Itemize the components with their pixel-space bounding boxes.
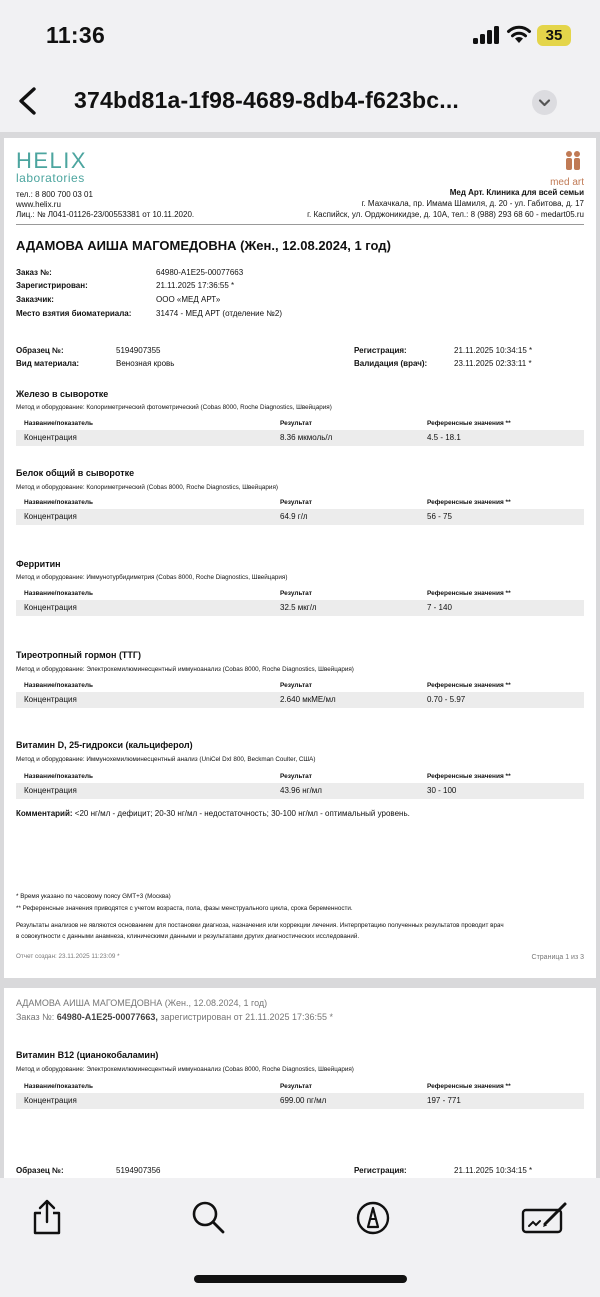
chevron-down-icon xyxy=(532,90,557,115)
test-method: Метод и оборудование: Электрохемилюминесцентный иммуноанализ (Cobas 8000, Roche Diagnostics, Швейцария) xyxy=(16,666,354,673)
customer-value: ООО «МЕД АРТ» xyxy=(156,295,221,304)
table-header: Название/показатель Результат Референсные значения ** xyxy=(24,773,511,780)
document-viewport[interactable] xyxy=(0,132,600,1178)
table-row: Концентрация 32.5 мкг/л 7 - 140 xyxy=(16,600,584,616)
test-method: Метод и оборудование: Колориметрический (Cobas 8000, Roche Diagnostics, Швейцария) xyxy=(16,484,278,491)
report-created: Отчет создан: 23.11.2025 11:23:09 * xyxy=(16,953,120,960)
family-logo-icon xyxy=(562,150,584,172)
table-row: Концентрация 43.96 нг/мл 30 - 100 xyxy=(16,783,584,799)
test-title: Белок общий в сыворотке xyxy=(16,468,135,478)
helix-logo: HELIX laboratories xyxy=(16,148,88,185)
registered-label: Зарегистрирован: xyxy=(16,281,88,290)
collection-site-value: 31474 - МЕД АРТ (отделение №2) xyxy=(156,309,282,318)
home-indicator xyxy=(194,1275,407,1283)
disclaimer-line-1: Результаты анализов не являются основанием для постановки диагноза, назначения или коррекции лечения. Интерпретацию полученных результатов проводит врач xyxy=(16,922,504,929)
cellular-signal-icon xyxy=(473,26,500,44)
test-method: Метод и оборудование: Электрохемилюминесцентный иммуноанализ (Cobas 8000, Roche Diagnostics, Швейцария) xyxy=(16,1066,354,1073)
registration-value: 21.11.2025 10:34:15 * xyxy=(454,346,533,355)
registration-value: 21.11.2025 10:34:15 * xyxy=(454,1166,533,1175)
table-row: Концентрация 8.36 мкмоль/л 4.5 - 18.1 xyxy=(16,430,584,446)
status-time: 11:36 xyxy=(46,22,106,48)
document-page-2 xyxy=(4,988,596,1178)
nav-bar xyxy=(0,70,600,132)
document-title: 374bd81a-1f98-4689-8db4-f623bc... xyxy=(74,87,460,113)
comment: Комментарий: <20 нг/мл - дефицит; 20-30 нг/мл - недостаточность; 30-100 нг/мл - оптимальный уровень. xyxy=(16,809,410,818)
back-chevron-icon[interactable] xyxy=(16,86,40,116)
reference-footnote: ** Референсные значения приводятся с учетом возраста, пола, фазы менструального цикла, срока беременности. xyxy=(16,905,353,912)
table-header: Название/показатель Результат Референсные значения ** xyxy=(24,682,511,689)
time-footnote: * Время указано по часовому поясу GMT+3 (Москва) xyxy=(16,893,171,900)
table-header: Название/показатель Результат Референсные значения ** xyxy=(24,499,511,506)
markup-pen-icon[interactable] xyxy=(355,1198,391,1236)
table-row: Концентрация 2.640 мкМЕ/мл 0.70 - 5.97 xyxy=(16,692,584,708)
signature-icon[interactable] xyxy=(521,1198,569,1236)
material-label: Вид материала: xyxy=(16,359,80,368)
helix-license: Лиц.: № Л041-01126-23/00553381 от 10.11.2020. xyxy=(16,210,195,219)
helix-phone: тел.: 8 800 700 03 01 xyxy=(16,190,93,199)
disclaimer-line-2: в совокупности с данными анамнеза, клиническими данными и результатами других диагностических исследований. xyxy=(16,933,360,940)
page2-order-line: Заказ №: 64980-A1E25-00077663, зарегистрирован от 21.11.2025 17:36:55 * xyxy=(16,1012,334,1022)
test-title: Витамин B12 (цианокобаламин) xyxy=(16,1050,159,1060)
material-value: Венозная кровь xyxy=(116,359,175,368)
search-icon[interactable] xyxy=(190,1198,226,1236)
page-number: Страница 1 из 3 xyxy=(531,954,584,961)
test-title: Железо в сыворотке xyxy=(16,389,109,399)
wifi-icon xyxy=(506,24,532,44)
table-row: Концентрация 64.9 г/л 56 - 75 xyxy=(16,509,584,525)
sample-value: 5194907355 xyxy=(116,346,161,355)
test-method: Метод и оборудование: Иммунохемилюминесцентный анализ (UniCel DxI 800, Beckman Coulter, США) xyxy=(16,756,316,763)
medart-address-1: г. Махачкала, пр. Имама Шамиля, д. 20 - ул. Габитова, д. 17 xyxy=(361,199,584,208)
medart-name: Мед Арт. Клиника для всей семьи xyxy=(449,188,584,197)
header-divider xyxy=(16,224,584,225)
document-page-1 xyxy=(4,138,596,978)
registered-value: 21.11.2025 17:36:55 * xyxy=(156,281,235,290)
table-header: Название/показатель Результат Референсные значения ** xyxy=(24,420,511,427)
sample-label: Образец №: xyxy=(16,346,64,355)
test-title: Витамин D, 25-гидрокси (кальциферол) xyxy=(16,740,193,750)
status-bar xyxy=(0,0,600,70)
sample-value: 5194907356 xyxy=(116,1166,161,1175)
collection-site-label: Место взятия биоматериала: xyxy=(16,309,132,318)
customer-label: Заказчик: xyxy=(16,295,54,304)
table-row: Концентрация 699.00 пг/мл 197 - 771 xyxy=(16,1093,584,1109)
validation-value: 23.11.2025 02:33:11 * xyxy=(454,359,532,368)
registration-label: Регистрация: xyxy=(354,1166,407,1175)
table-header: Название/показатель Результат Референсные значения ** xyxy=(24,590,511,597)
test-title: Ферритин xyxy=(16,559,61,569)
page2-patient-header: АДАМОВА АИША МАГОМЕДОВНА (Жен., 12.08.2024, 1 год) xyxy=(16,998,268,1008)
order-value: 64980-A1E25-00077663 xyxy=(156,268,244,277)
share-icon[interactable] xyxy=(29,1198,65,1236)
patient-name: АДАМОВА АИША МАГОМЕДОВНА (Жен., 12.08.2024, 1 год) xyxy=(16,238,391,253)
validation-label: Валидация (врач): xyxy=(354,359,428,368)
test-method: Метод и оборудование: Иммунотурбидиметрия (Cobas 8000, Roche Diagnostics, Швейцария) xyxy=(16,574,288,581)
battery-icon: 35 xyxy=(537,25,571,46)
test-title: Тиреотропный гормон (ТТГ) xyxy=(16,650,142,660)
test-method: Метод и оборудование: Колориметрический фотометрический (Cobas 8000, Roche Diagnostics, Швейцария) xyxy=(16,404,332,411)
medart-address-2: г. Каспийск, ул. Орджоникидзе, д. 10А, тел.: 8 (988) 293 68 60 - medart05.ru xyxy=(307,210,584,219)
registration-label: Регистрация: xyxy=(354,346,407,355)
order-label: Заказ №: xyxy=(16,268,52,277)
medart-logo: med art xyxy=(550,150,584,188)
sample-label: Образец №: xyxy=(16,1166,64,1175)
helix-site: www.helix.ru xyxy=(16,200,61,209)
table-header: Название/показатель Результат Референсные значения ** xyxy=(24,1083,511,1090)
title-menu-button[interactable] xyxy=(532,90,557,115)
